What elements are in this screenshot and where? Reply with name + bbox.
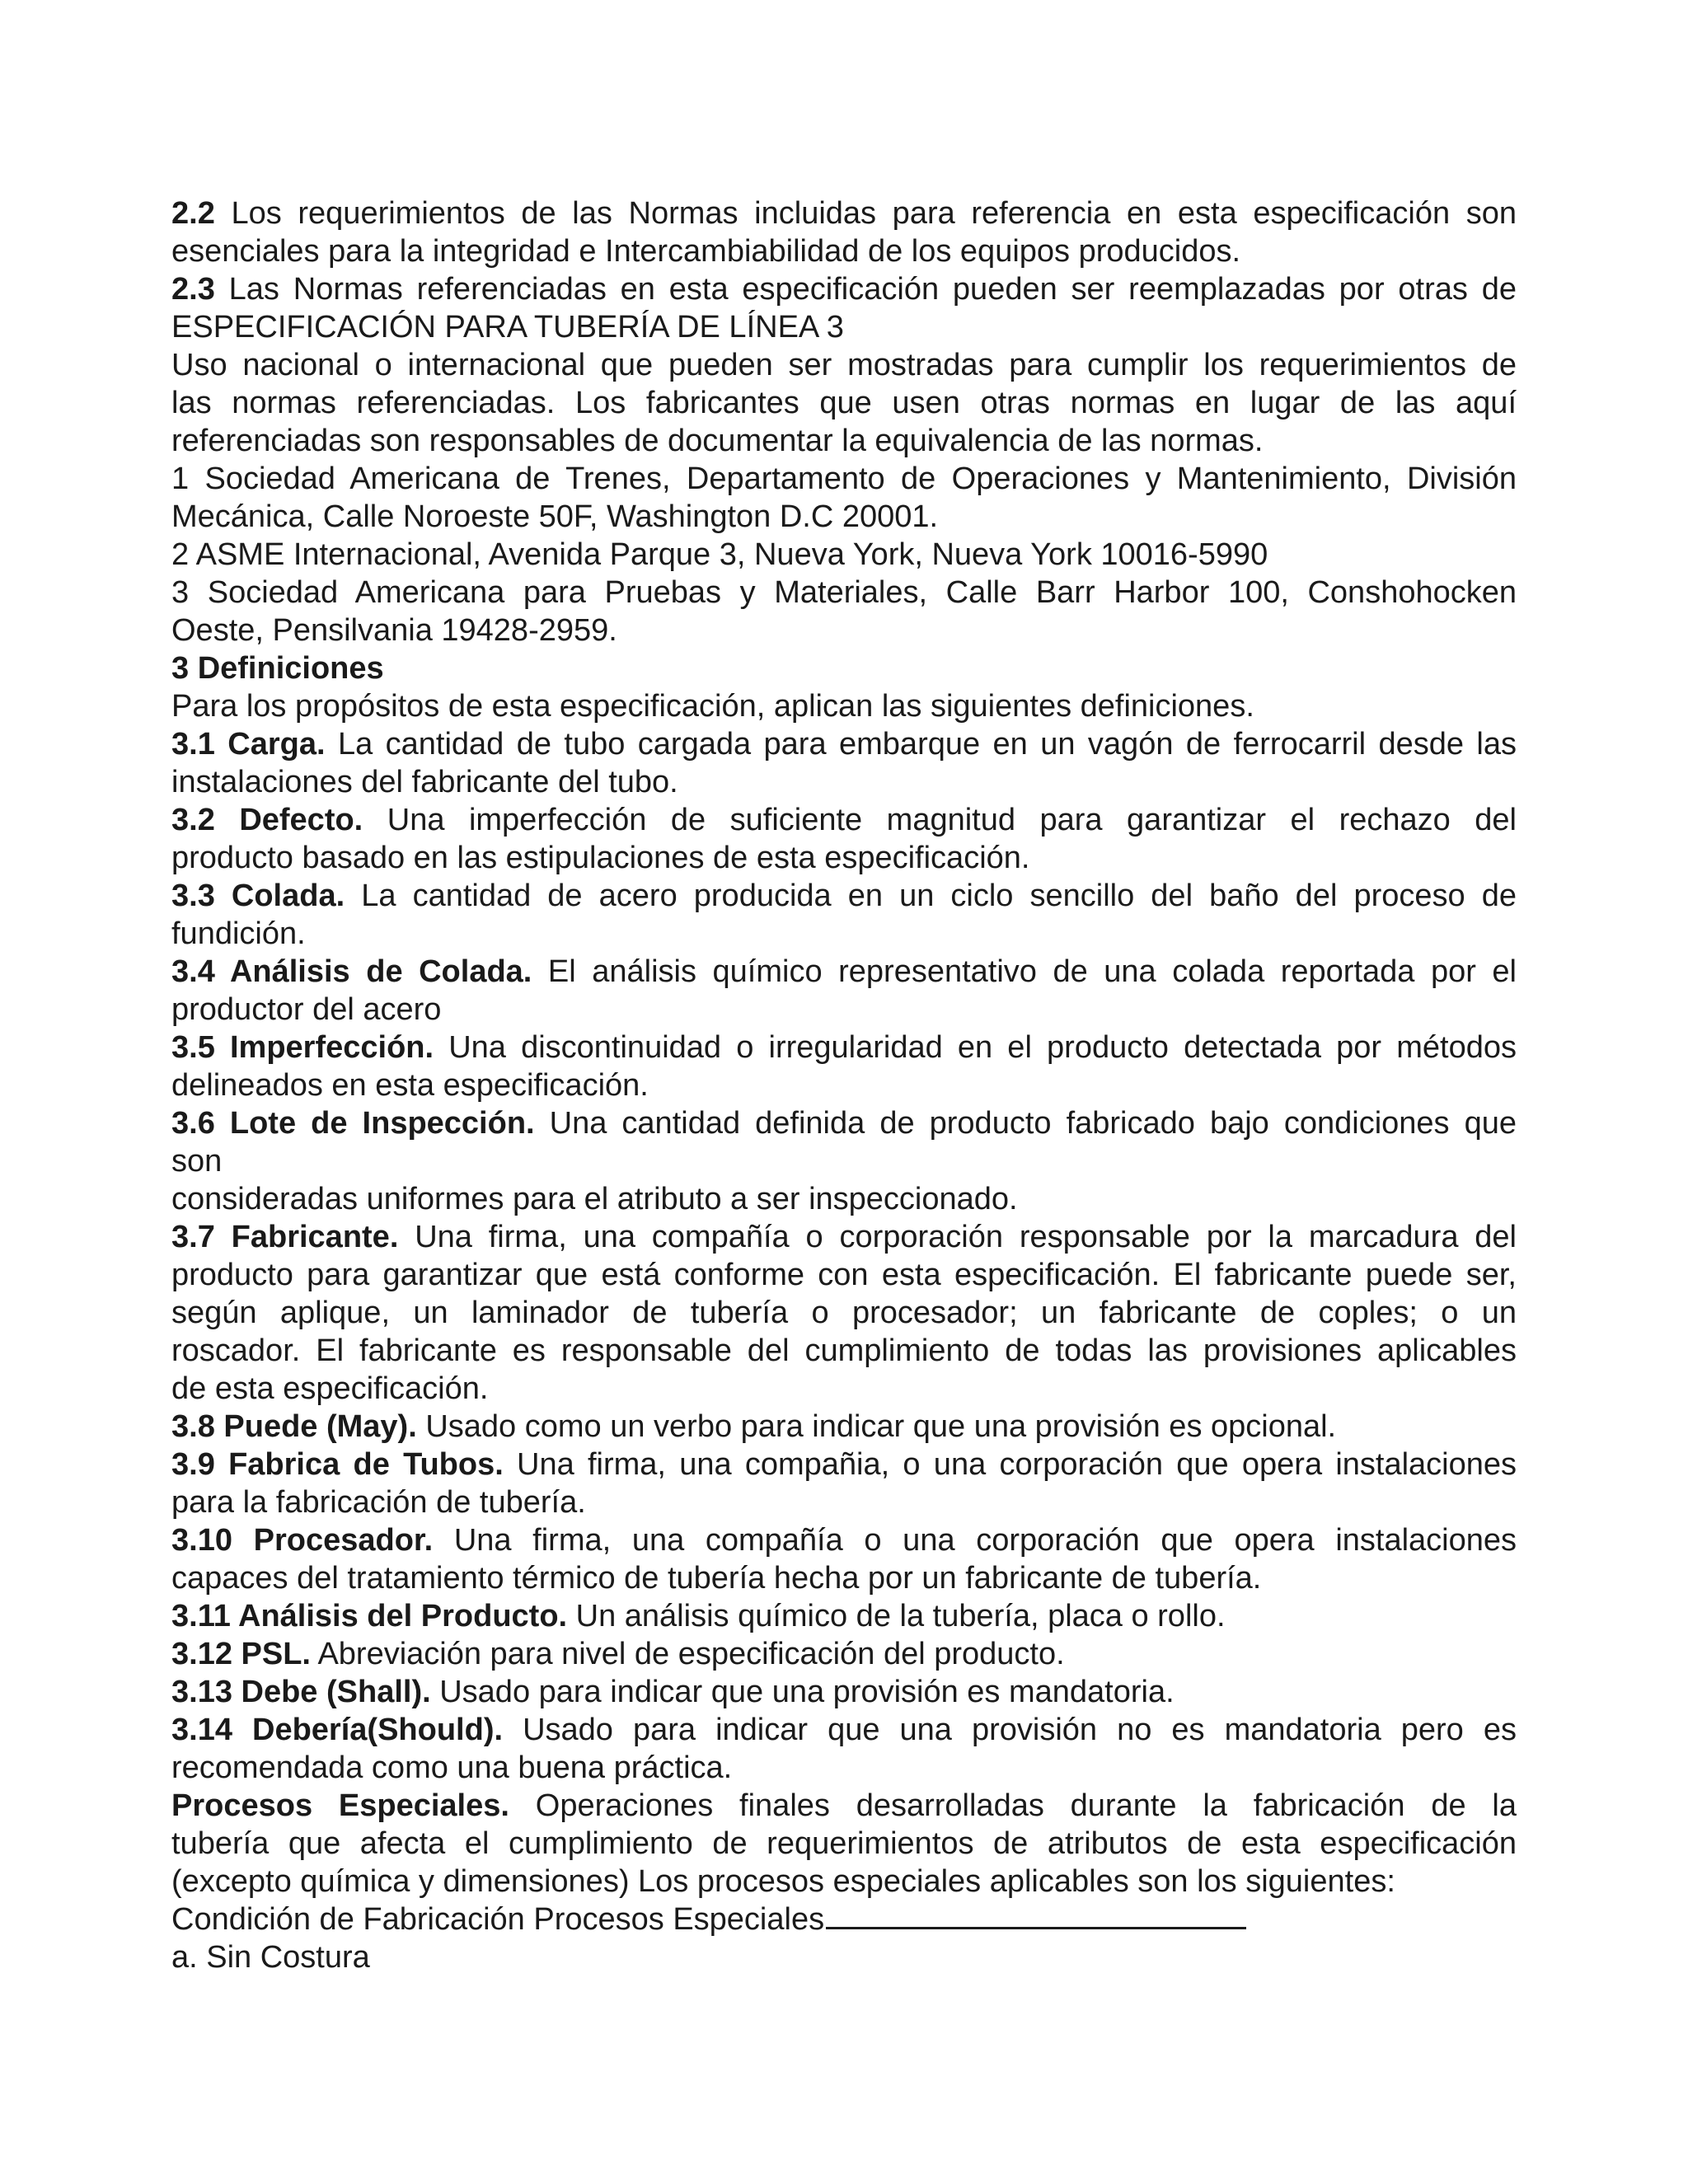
text-line <box>171 915 1517 953</box>
line-text: Abreviación para nivel de especificación del producto. <box>310 1637 1065 1671</box>
line-text: La cantidad de tubo cargada para embarque en un vagón de ferrocarril desde las <box>325 727 1517 762</box>
bold-term: 3 Definiciones <box>171 651 384 686</box>
bold-term: 3.5 Imperfección. <box>171 1030 434 1065</box>
line-text: Usado para indicar que una provisión es mandatoria. <box>430 1675 1175 1709</box>
bold-term: 3.4 Análisis de Colada. <box>171 954 532 989</box>
line-text: instalaciones del fabricante del tubo. <box>171 765 678 799</box>
text-line <box>171 194 1517 232</box>
line-text: Una cantidad definida de producto fabricado bajo condiciones que <box>534 1106 1517 1141</box>
text-line <box>171 574 1517 612</box>
blank-underline <box>826 1900 1246 1929</box>
bold-term: 3.2 Defecto. <box>171 803 363 837</box>
text-line <box>171 991 1517 1029</box>
text-line <box>171 1256 1517 1294</box>
line-text: delineados en esta especificación. <box>171 1068 649 1103</box>
bold-term: 3.10 Procesador. <box>171 1523 434 1558</box>
line-text: capaces del tratamiento térmico de tubería hecha por un fabricante de tubería. <box>171 1561 1262 1596</box>
text-line <box>171 422 1517 460</box>
text-line <box>171 1370 1517 1408</box>
text-line <box>171 1180 1517 1218</box>
line-text: producto basado en las estipulaciones de esta especificación. <box>171 841 1030 875</box>
text-line <box>171 1787 1517 1825</box>
text-line <box>171 1029 1517 1066</box>
text-line <box>171 1142 1517 1180</box>
text-line <box>171 1900 1517 1938</box>
text-line <box>171 725 1517 763</box>
text-line <box>171 1408 1517 1446</box>
text-line <box>171 1066 1517 1104</box>
text-line <box>171 1104 1517 1142</box>
text-line <box>171 536 1517 574</box>
line-text: Un análisis químico de la tubería, placa o rollo. <box>567 1599 1226 1633</box>
text-line <box>171 1218 1517 1256</box>
bold-term: 3.3 Colada. <box>171 879 345 913</box>
text-line <box>171 877 1517 915</box>
line-text: ESPECIFICACIÓN PARA TUBERÍA DE LÍNEA 3 <box>171 310 844 344</box>
bold-term: 3.8 Puede (May). <box>171 1409 417 1444</box>
line-text: productor del acero <box>171 992 442 1027</box>
line-text: Una firma, una compañía o una corporación que opera instalaciones <box>433 1523 1517 1558</box>
line-text: fundición. <box>171 916 306 951</box>
text-line <box>171 1483 1517 1521</box>
text-line <box>171 839 1517 877</box>
bold-term: 3.9 Fabrica de Tubos. <box>171 1447 504 1482</box>
text-line <box>171 346 1517 384</box>
bold-term: 3.12 PSL. <box>171 1637 311 1671</box>
line-text: recomendada como una buena práctica. <box>171 1750 733 1785</box>
text-line <box>171 1711 1517 1749</box>
bold-term: 3.13 Debe (Shall). <box>171 1675 431 1709</box>
bold-term: Procesos Especiales. <box>171 1788 509 1823</box>
text-line <box>171 1446 1517 1483</box>
line-text: Uso nacional o internacional que pueden ser mostradas para cumplir los requerimientos de <box>171 348 1517 382</box>
text-line <box>171 1635 1517 1673</box>
text-line <box>171 1332 1517 1370</box>
text-line <box>171 1825 1517 1863</box>
bold-term: 3.1 Carga. <box>171 727 326 762</box>
line-text: Las Normas referenciadas en esta especificación pueden ser reemplazadas por otras de <box>214 272 1517 307</box>
text-line <box>171 232 1517 270</box>
line-text: producto para garantizar que está conforme con esta especificación. El fabricante puede ser, <box>171 1258 1517 1292</box>
text-line <box>171 763 1517 801</box>
line-text: Mecánica, Calle Noroeste 50F, Washington D.C 20001. <box>171 499 939 534</box>
line-text: La cantidad de acero producida en un ciclo sencillo del baño del proceso de <box>345 879 1517 913</box>
line-text: El análisis químico representativo de una colada reportada por el <box>532 954 1517 989</box>
line-text: referenciadas son responsables de documentar la equivalencia de las normas. <box>171 424 1264 458</box>
line-text: esenciales para la integridad e Intercambiabilidad de los equipos producidos. <box>171 234 1241 269</box>
text-line <box>171 612 1517 649</box>
text-line <box>171 384 1517 422</box>
text-line <box>171 1559 1517 1597</box>
text-line <box>171 687 1517 725</box>
line-text: 1 Sociedad Americana de Trenes, Departamento de Operaciones y Mantenimiento, División <box>171 462 1517 496</box>
line-text: tubería que afecta el cumplimiento de requerimientos de atributos de esta especificación <box>171 1826 1517 1861</box>
document-page <box>171 194 1517 1976</box>
line-text: para la fabricación de tubería. <box>171 1485 586 1520</box>
text-line <box>171 953 1517 991</box>
line-text: 2 ASME Internacional, Avenida Parque 3, Nueva York, Nueva York 10016-5990 <box>171 537 1268 572</box>
bold-term: 2.2 <box>171 196 215 231</box>
line-text: Una discontinuidad o irregularidad en el producto detectada por métodos <box>434 1030 1517 1065</box>
text-line <box>171 1673 1517 1711</box>
text-line <box>171 308 1517 346</box>
line-text: según aplique, un laminador de tubería o procesador; un fabricante de coples; o un <box>171 1296 1517 1330</box>
line-text: 3 Sociedad Americana para Pruebas y Materiales, Calle Barr Harbor 100, Conshohocken <box>171 575 1517 610</box>
line-text: (excepto química y dimensiones) Los procesos especiales aplicables son los siguientes: <box>171 1864 1395 1899</box>
text-line <box>171 1749 1517 1787</box>
bold-term: 2.3 <box>171 272 215 307</box>
bold-term: 3.7 Fabricante. <box>171 1220 399 1254</box>
line-text: Oeste, Pensilvania 19428-2959. <box>171 613 617 648</box>
text-line <box>171 460 1517 498</box>
text-line <box>171 1863 1517 1900</box>
text-line <box>171 801 1517 839</box>
line-text: Usado como un verbo para indicar que una provisión es opcional. <box>416 1409 1337 1444</box>
line-text: Usado para indicar que una provisión no es mandatoria pero es <box>503 1713 1517 1747</box>
line-text: son <box>171 1144 223 1179</box>
text-line <box>171 1938 1517 1976</box>
line-text: Condición de Fabricación Procesos Especiales <box>171 1902 825 1937</box>
line-text: las normas referenciadas. Los fabricantes que usen otras normas en lugar de las aquí <box>171 386 1517 420</box>
text-line <box>171 1294 1517 1332</box>
line-text: Una firma, una compañía o corporación responsable por la marcadura del <box>398 1220 1517 1254</box>
text-line <box>171 649 1517 687</box>
line-text: consideradas uniformes para el atributo a ser inspeccionado. <box>171 1182 1018 1216</box>
line-text: Operaciones finales desarrolladas durante la fabricación de la <box>509 1788 1517 1823</box>
bold-term: 3.14 Debería(Should). <box>171 1713 504 1747</box>
bold-term: 3.6 Lote de Inspección. <box>171 1106 535 1141</box>
line-text: Los requerimientos de las Normas incluidas para referencia en esta especificación son <box>214 196 1517 231</box>
line-text: roscador. El fabricante es responsable del cumplimiento de todas las provisiones aplicables <box>171 1333 1517 1368</box>
text-line <box>171 1521 1517 1559</box>
line-text: Para los propósitos de esta especificación, aplican las siguientes definiciones. <box>171 689 1254 724</box>
text-line <box>171 498 1517 536</box>
line-text: a. Sin Costura <box>171 1940 370 1975</box>
text-line <box>171 270 1517 308</box>
line-text: de esta especificación. <box>171 1371 489 1406</box>
line-text: Una imperfección de suficiente magnitud para garantizar el rechazo del <box>363 803 1517 837</box>
line-text: Una firma, una compañia, o una corporación que opera instalaciones <box>503 1447 1517 1482</box>
text-line <box>171 1597 1517 1635</box>
bold-term: 3.11 Análisis del Producto. <box>171 1599 568 1633</box>
